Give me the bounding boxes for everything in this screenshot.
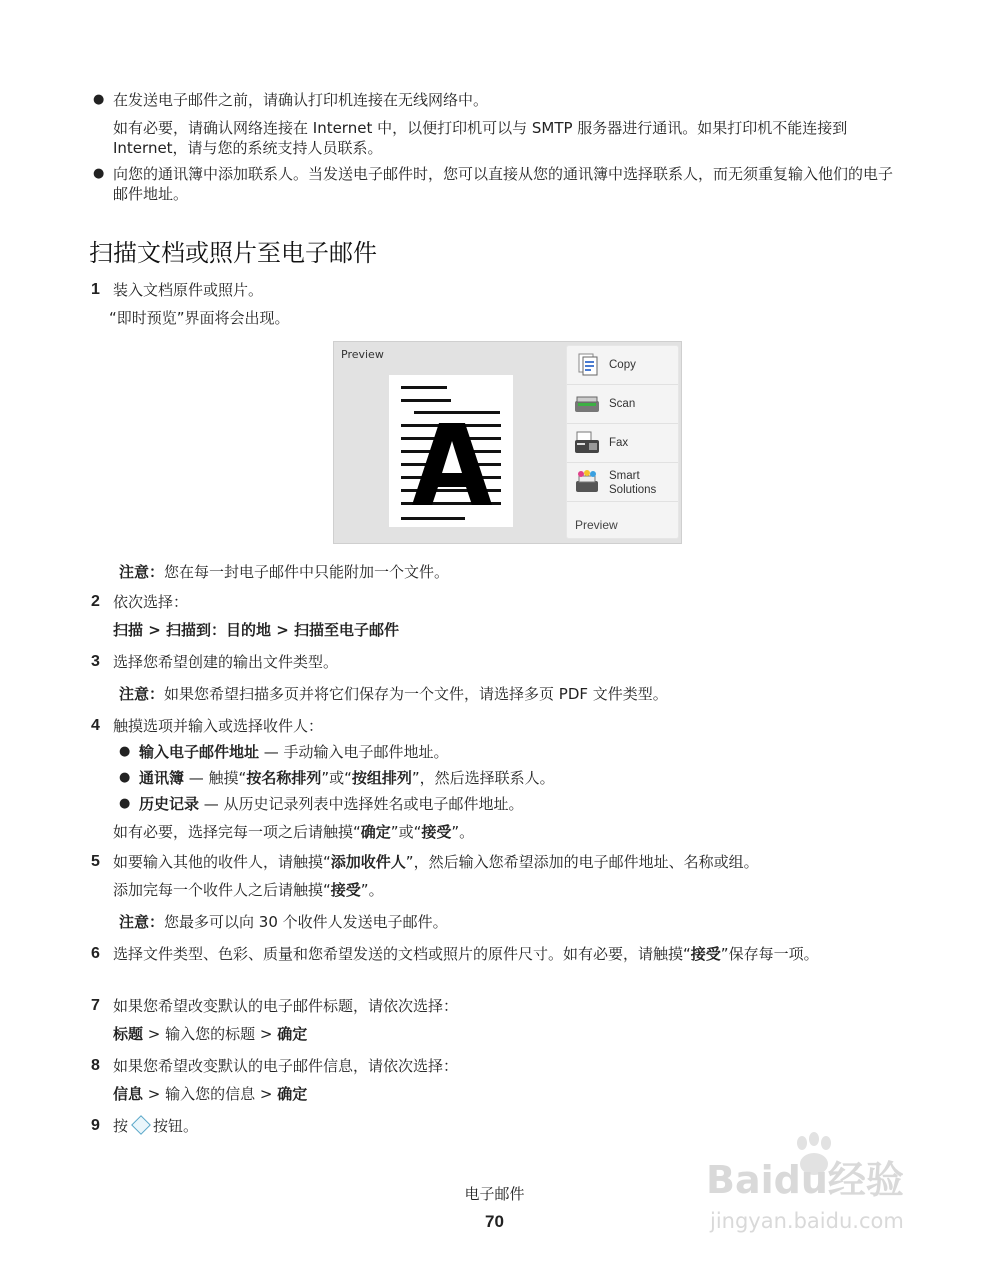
option-desc: — 手动输入电子邮件地址。: [259, 743, 449, 761]
copy-icon: [573, 352, 601, 378]
step-8-menu-path: [113, 1084, 307, 1104]
note-3: [119, 684, 668, 704]
intro-bullet-1: 在发送电子邮件之前，请确认打印机连接在无线网络中。: [113, 91, 489, 109]
preview-page: [389, 375, 513, 527]
smart-solutions-icon: [573, 469, 601, 495]
detail-text: ”或“: [390, 823, 422, 841]
step-number: 7: [91, 997, 100, 1014]
step-6-text: [113, 944, 905, 964]
step-number: 1: [91, 281, 100, 298]
note-text: 您在每一封电子邮件中只能附加一个文件。: [164, 563, 450, 581]
step-3-text: 选择您希望创建的输出文件类型。: [113, 653, 339, 671]
accept-label: 接受: [421, 823, 452, 841]
bullet-dot: ●: [119, 744, 131, 759]
note-text: 如果您希望扫描多页并将它们保存为一个文件，请选择多页 PDF 文件类型。: [164, 685, 668, 703]
step-number: 4: [91, 717, 100, 734]
option-desc: — 从历史记录列表中选择姓名或电子邮件地址。: [199, 795, 524, 813]
menu-item-smart-solutions[interactable]: [567, 463, 678, 502]
text-line: [401, 399, 451, 402]
intro-bullet-2: 向您的通讯簿中添加联系人。当发送电子邮件时，您可以直接从您的通讯簿中选择联系人，而无须重复输入他们的电子邮件地址。: [113, 165, 894, 203]
bullet-dot: ●: [119, 796, 131, 811]
function-menu: [566, 345, 679, 539]
step-number: 3: [91, 653, 100, 670]
text-line: [401, 386, 447, 389]
start-button-icon: [131, 1115, 151, 1135]
footer-chapter: 电子邮件: [464, 1185, 525, 1203]
section-title: 扫描文档或照片至电子邮件: [89, 239, 377, 267]
step-text: ”，然后输入您希望添加的电子邮件地址、名称或组。: [405, 853, 759, 871]
preview-label: Preview: [341, 348, 384, 361]
bullet-dot: ●: [93, 166, 105, 181]
scan-icon: [573, 391, 601, 417]
step-text: 如要输入其他的收件人，请触摸“: [113, 853, 331, 871]
menu-item-label: Copy: [609, 359, 636, 371]
step-number: 8: [91, 1057, 100, 1074]
path-item: 信息: [113, 1085, 144, 1103]
note-label: 注意：: [119, 685, 165, 703]
add-recipient-label: 添加收件人: [330, 853, 406, 871]
ok-label: 确定: [360, 823, 391, 841]
menu-item-scan[interactable]: [567, 385, 678, 424]
step-4-detail: [113, 822, 474, 842]
text-line: [401, 517, 465, 520]
watermark-brand: Baidu经验: [706, 1158, 904, 1202]
option-desc: ”或“: [321, 769, 352, 787]
option-address-book: [139, 768, 555, 788]
step-2-text: 依次选择：: [113, 593, 189, 611]
step-4-text: 触摸选项并输入或选择收件人：: [113, 717, 324, 735]
step-5-detail: [113, 880, 384, 900]
note-label: 注意：: [119, 563, 165, 581]
option-name: 通讯簿: [139, 769, 185, 787]
option-history: [139, 794, 524, 814]
step-9-text: [113, 1116, 198, 1136]
detail-text: ”。: [451, 823, 475, 841]
step-text: ”保存每一项。: [720, 945, 819, 963]
note-label: 注意：: [119, 913, 165, 931]
detail-text: 如有必要，选择完每一项之后请触摸“: [113, 823, 361, 841]
text-line: [414, 411, 500, 414]
step-1-text: 装入文档原件或照片。: [113, 281, 264, 299]
step-number: 9: [91, 1117, 100, 1134]
detail-text: ”。: [360, 881, 384, 899]
option-desc: — 触摸“: [184, 769, 247, 787]
option-desc: ”，然后选择联系人。: [411, 769, 555, 787]
page-number: 70: [485, 1212, 504, 1231]
preview-button[interactable]: Preview: [575, 518, 618, 532]
path-item: > 输入您的信息 >: [143, 1085, 278, 1103]
menu-item-label: Fax: [609, 437, 629, 449]
option-name: 输入电子邮件地址: [139, 743, 260, 761]
option-sort-by-name: 按名称排列: [246, 769, 322, 787]
option-name: 历史记录: [139, 795, 200, 813]
watermark-url: jingyan.baidu.com: [710, 1209, 904, 1233]
menu-item-fax[interactable]: [567, 424, 678, 463]
option-sort-by-group: 按组排列: [351, 769, 412, 787]
step-text: 选择文件类型、色彩、质量和您希望发送的文档或照片的原件尺寸。如有必要，请触摸“: [113, 945, 691, 963]
option-enter-email: [139, 742, 449, 762]
step-7-menu-path: [113, 1024, 307, 1044]
step-7-text: 如果您希望改变默认的电子邮件标题，请依次选择：: [113, 997, 459, 1015]
path-item: 确定: [277, 1025, 308, 1043]
fax-icon: [573, 430, 601, 456]
note-1: [119, 562, 449, 582]
step-text: 按: [113, 1117, 129, 1135]
big-letter-a-graphic: [412, 423, 492, 505]
intro-bullet-1-detail: 如有必要，请确认网络连接在 Internet 中，以便打印机可以与 SMTP 服务器进行通讯。如果打印机不能连接到 Internet，请与您的系统支持人员联系。: [113, 119, 848, 157]
step-number: 5: [91, 853, 100, 870]
printer-preview-screenshot: [333, 341, 682, 544]
note-5: [119, 912, 448, 932]
menu-item-label: Smart Solutions: [609, 470, 657, 496]
path-item: 标题: [113, 1025, 144, 1043]
accept-label: 接受: [330, 881, 361, 899]
menu-item-label: Scan: [609, 398, 636, 410]
bullet-dot: ●: [93, 92, 105, 107]
path-item: 确定: [277, 1085, 308, 1103]
step-text: 按钮。: [153, 1117, 199, 1135]
path-item: > 输入您的标题 >: [143, 1025, 278, 1043]
bullet-dot: ●: [119, 770, 131, 785]
step-8-text: 如果您希望改变默认的电子邮件信息，请依次选择：: [113, 1057, 459, 1075]
detail-text: 添加完每一个收件人之后请触摸“: [113, 881, 331, 899]
step-number: 6: [91, 945, 100, 962]
accept-label: 接受: [690, 945, 721, 963]
step-2-menu-path: 扫描 > 扫描到：目的地 > 扫描至电子邮件: [113, 621, 400, 639]
menu-item-copy[interactable]: [567, 346, 678, 385]
step-5-text: [113, 852, 759, 872]
step-number: 2: [91, 593, 100, 610]
note-text: 您最多可以向 30 个收件人发送电子邮件。: [164, 913, 448, 931]
step-1-detail: “即时预览”界面将会出现。: [109, 309, 290, 327]
